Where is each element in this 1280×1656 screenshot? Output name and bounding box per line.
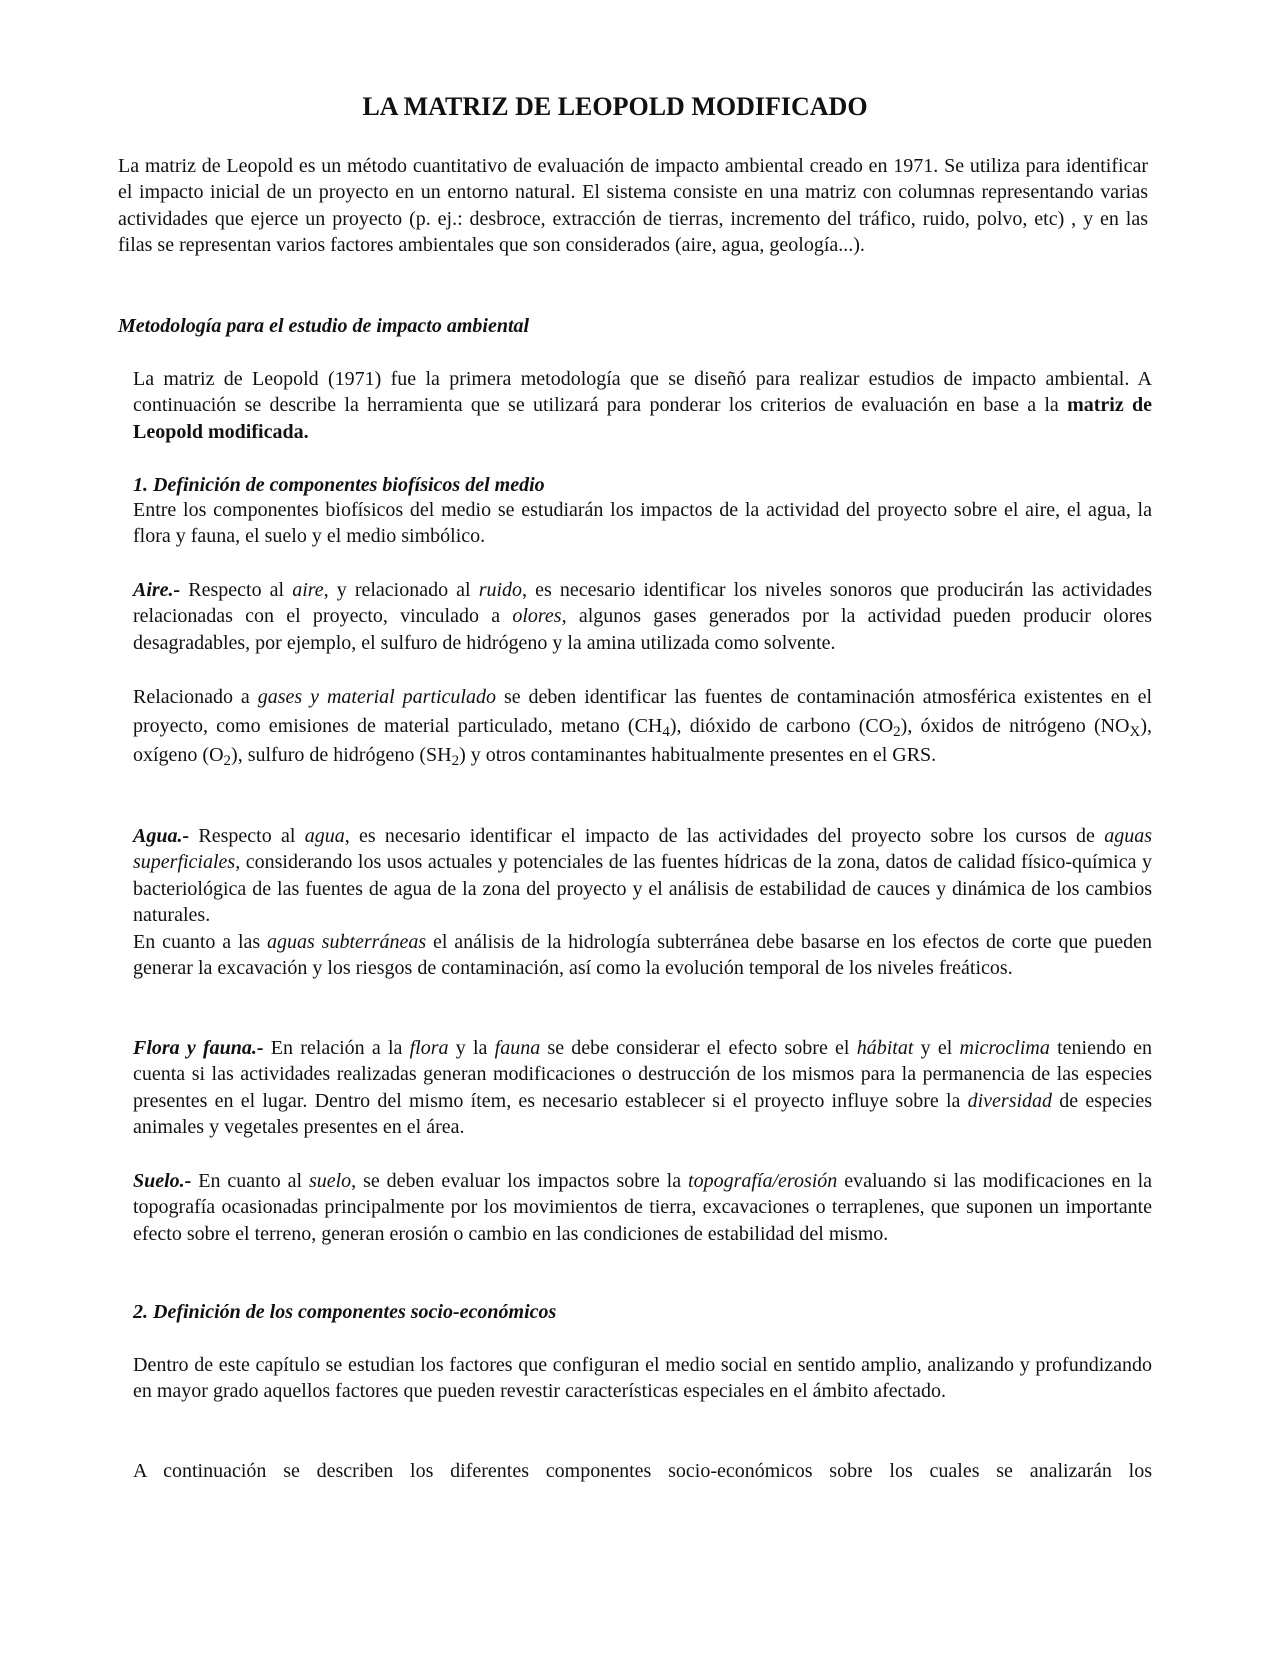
subscript-o2: 2 [223, 753, 232, 769]
page-title: LA MATRIZ DE LEOPOLD MODIFICADO [362, 92, 868, 121]
section-2-paragraph-1: Dentro de este capítulo se estudian los factores que configuran el medio social en sentido amplio, analizando y profundizando en mayor grado aquellos factores que pueden revestir características especiales en el ámbito afectado. [133, 1354, 1152, 1403]
agua-term-superficiales: aguas superficiales [133, 825, 1152, 874]
suelo-term-topografia: topografía/erosión [688, 1170, 838, 1192]
section-1-heading: 1. Definición de componentes biofísicos del medio [133, 474, 545, 496]
flora-term-diversidad: diversidad [967, 1089, 1053, 1112]
aire-text-2: , y relacionado al [323, 579, 479, 601]
agua-text-2: , es necesario identificar el impacto de las actividades del proyecto sobre los cursos de [344, 825, 1105, 847]
suelo-paragraph [133, 1168, 1152, 1247]
methodology-text: La matriz de Leopold (1971) fue la primera metodología que se diseñó para realizar estudios de impacto ambiental. A continuación se describe la herramienta que se utilizará para ponderar los criterios de evaluación en base a la [133, 368, 1152, 417]
section-1-paragraph: Entre los componentes biofísicos del medio se estudiarán los impactos de la actividad del proyecto sobre el aire, el agua, la flora y fauna, el suelo y el medio simbólico. [133, 499, 1152, 548]
flora-text-1: En relación a la [263, 1037, 410, 1059]
aire-text-4: , algunos gases generados por la actividad pueden producir olores desagradables, por ejemplo, el sulfuro de hidrógeno y la amina utilizada como solvente. [133, 605, 1153, 654]
subterraneas-term: aguas subterráneas [267, 931, 427, 953]
suelo-term-suelo: suelo [308, 1170, 352, 1192]
agua-paragraph [133, 823, 1152, 929]
suelo-text-1: En cuanto al [191, 1170, 309, 1192]
methodology-bold-term: matriz de Leopold modificada. [133, 394, 1152, 443]
flora-text-5: teniendo en cuenta si las actividades realizadas generan modificaciones o destrucción de los mismos para la permanencia de las especies presentes en el lugar. Dentro del mismo ítem, es necesario establecer si el proyecto influye sobre la [133, 1037, 1153, 1112]
flora-paragraph [133, 1035, 1152, 1141]
subterraneas-paragraph [133, 929, 1152, 982]
gases-text-3: ), dióxido de carbono (CO [669, 715, 894, 737]
suelo-text-2: , se deben evaluar los impactos sobre la [351, 1170, 689, 1192]
aire-text-3: , es necesario identificar los niveles sonoros que producirán las actividades relacionadas con el proyecto, vinculado a [133, 579, 1153, 628]
methodology-paragraph [133, 366, 1152, 445]
subterraneas-text-2: el análisis de la hidrología subterránea debe basarse en los efectos de corte que pueden generar la excavación y los riesgos de contaminación, así como la evolución temporal de los niveles freáticos. [133, 931, 1153, 980]
aire-term-aire: aire [292, 579, 324, 601]
gases-text-5: ), oxígeno (O [133, 715, 1153, 766]
agua-text-3: , considerando los usos actuales y potenciales de las fuentes hídricas de la zona, datos de calidad físico-química y bacteriológica de las fuentes de agua de la zona del proyecto y el análisis de estabilidad de cauces y dinámica de los cambios naturales. [133, 851, 1152, 927]
aire-paragraph [133, 577, 1152, 656]
gases-paragraph [133, 683, 1152, 770]
agua-term-agua: agua [304, 825, 345, 847]
gases-text-1: Relacionado a [133, 686, 258, 708]
gases-text-4: ), óxidos de nitrógeno (NO [900, 715, 1130, 737]
suelo-label: Suelo.- [133, 1170, 192, 1192]
suelo-text-3: evaluando si las modificaciones en la topografía ocasionadas principalmente por los movimientos de tierra, excavaciones o terraplenes, que suponen un importante efecto sobre el terreno, generan erosión o cambio en las condiciones de estabilidad del mismo. [133, 1170, 1153, 1245]
flora-term-fauna: fauna [494, 1037, 541, 1059]
flora-text-4: y el [913, 1037, 960, 1059]
section-2-paragraph-2: A continuación se describen los diferentes componentes socio-económicos sobre los cuales se analizarán los [133, 1460, 1152, 1482]
flora-term-microclima: microclima [959, 1037, 1050, 1059]
flora-text-6: de especies animales y vegetales presentes en el área. [133, 1089, 1152, 1139]
aire-label: Aire.- [133, 579, 181, 601]
aire-term-olores: olores [512, 605, 562, 628]
gases-text-2: se deben identificar las fuentes de contaminación atmosférica existentes en el proyecto, como emisiones de material particulado, metano (CH [133, 686, 1152, 737]
aire-term-ruido: ruido [478, 579, 523, 601]
section-2-heading: 2. Definición de los componentes socio-económicos [133, 1301, 557, 1323]
flora-label: Flora y fauna.- [133, 1037, 264, 1059]
flora-term-flora: flora [409, 1037, 449, 1059]
gases-text-7: ) y otros contaminantes habitualmente presentes en el GRS. [459, 744, 937, 766]
gases-text-6: ), sulfuro de hidrógeno (SH [231, 744, 452, 766]
aire-text-1: Respecto al [180, 579, 293, 601]
subscript-nox: X [1129, 724, 1141, 740]
subscript-co2: 2 [893, 724, 901, 740]
subscript-ch4: 4 [662, 724, 670, 740]
gases-term: gases y material particulado [257, 686, 496, 708]
flora-text-3: se debe considerar el efecto sobre el [540, 1037, 857, 1059]
agua-label: Agua.- [133, 825, 190, 847]
methodology-heading: Metodología para el estudio de impacto ambiental [118, 315, 530, 337]
flora-text-2: y la [448, 1037, 495, 1059]
agua-text-1: Respecto al [189, 825, 305, 847]
subterraneas-text-1: En cuanto a las [133, 931, 268, 953]
subscript-sh2: 2 [451, 753, 460, 769]
flora-term-habitat: hábitat [856, 1037, 914, 1059]
intro-paragraph: La matriz de Leopold es un método cuantitativo de evaluación de impacto ambiental creado en 1971. Se utiliza para identificar el impacto inicial de un proyecto en un entorno natural. El sistema consiste en una matriz con columnas representando varias actividades que ejerce un proyecto (p. ej.: desbroce, extracción de tierras, incremento del tráfico, ruido, polvo, etc) , y en las filas se representan varios factores ambientales que son considerados (aire, agua, geología...). [118, 155, 1148, 257]
